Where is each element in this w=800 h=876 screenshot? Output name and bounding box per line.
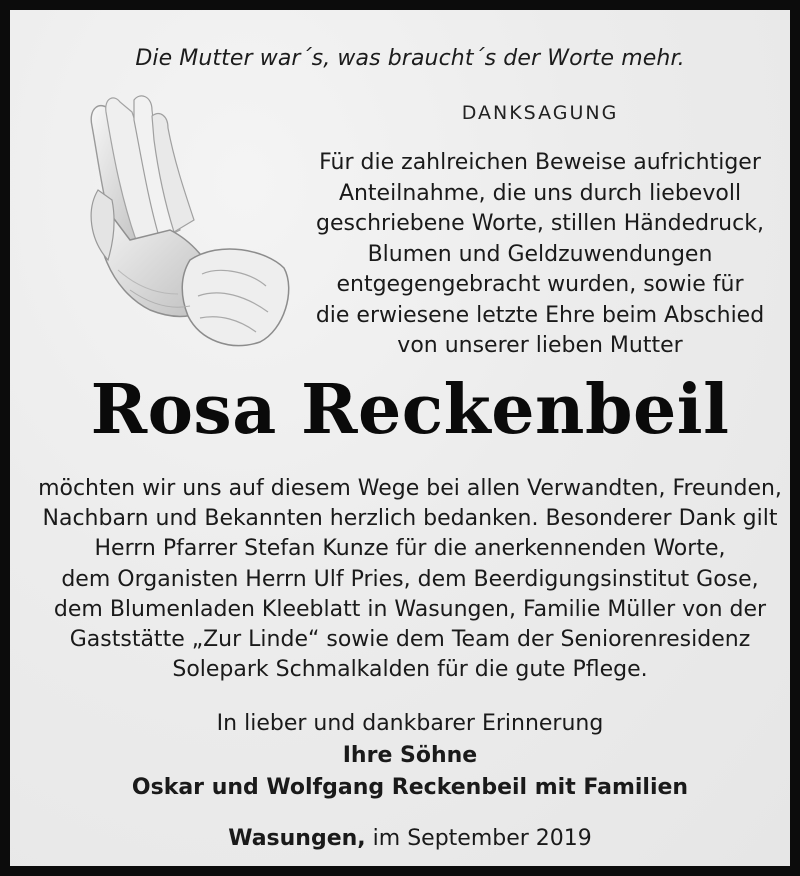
date-text: im September 2019 <box>372 826 592 851</box>
body-line: dem Organisten Herrn Ulf Pries, dem Beerdigungsinstitut Gose, <box>61 566 759 592</box>
body-line: Gaststätte „Zur Linde“ sowie dem Team der Seniorenresidenz <box>69 627 751 653</box>
motto-line: Die Mutter war´s, was braucht´s der Worte mehr. <box>135 46 685 71</box>
intro-line: Anteilnahme, die uns durch liebevoll <box>338 180 742 206</box>
intro-line: entgegengebracht wurden, sowie für <box>336 272 744 297</box>
body-line: dem Blumenladen Kleeblatt in Wasungen, Familie Müller von der <box>53 596 767 622</box>
body-line: Nachbarn und Bekannten herzlich bedanken. Besonderer Dank gilt <box>42 506 778 532</box>
intro-line: geschriebene Worte, stillen Händedruck, <box>316 211 764 236</box>
deceased-name: Rosa Reckenbeil <box>90 370 730 450</box>
remembrance-line: In lieber und dankbarer Erinnerung <box>216 711 604 736</box>
heading-danksagung: DANKSAGUNG <box>461 102 619 124</box>
intro-line: Für die zahlreichen Beweise aufrichtiger <box>319 150 761 175</box>
intro-line: Blumen und Geldzuwendungen <box>367 241 713 267</box>
sons-line: Ihre Söhne <box>342 743 478 768</box>
intro-line: die erwiesene letzte Ehre beim Abschied <box>315 302 765 328</box>
body-text <box>20 474 800 685</box>
intro-text <box>310 148 770 362</box>
body-line: möchten wir uns auf diesem Wege bei allen Verwandten, Freunden, <box>38 476 782 501</box>
body-line: Herrn Pfarrer Stefan Kunze für die anerkennenden Worte, <box>94 536 726 562</box>
place-date-line <box>20 826 800 851</box>
intro-line: von unserer lieben Mutter <box>397 333 683 358</box>
body-line: Solepark Schmalkalden für die gute Pflege. <box>172 657 648 683</box>
praying-hands-icon <box>70 90 300 360</box>
closing-block <box>20 708 800 804</box>
town-name: Wasungen, <box>228 826 366 851</box>
family-line: Oskar und Wolfgang Reckenbeil mit Familien <box>131 775 689 800</box>
